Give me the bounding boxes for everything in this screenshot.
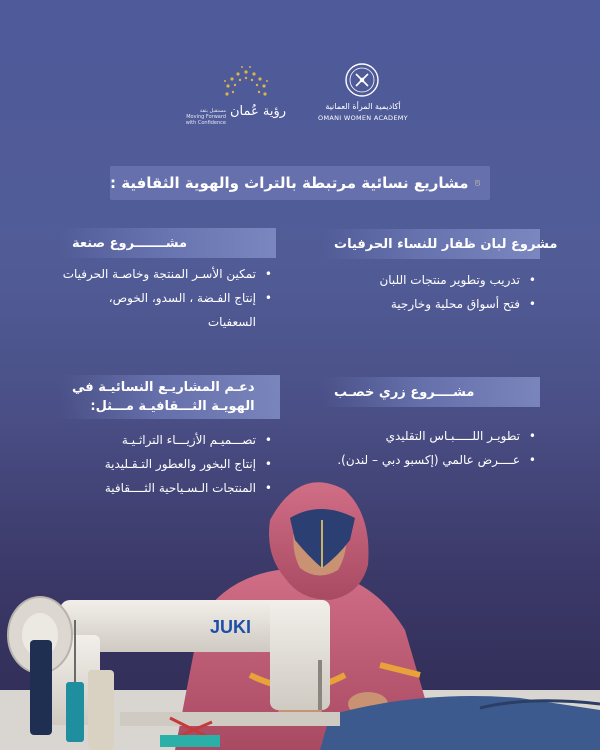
academy-english: OMANI WOMEN ACADEMY [318,114,408,122]
section-support-heading: دعـم المشاريـع النسائيـة في الهويـة الثـــقافيـة مـــثل: [60,375,280,419]
vision-arabic: رؤية عُمان [230,104,287,119]
academy-arabic: أكاديمية المرأة العمانية [325,102,401,111]
seamstress-illustration [0,460,600,750]
section-zari-heading: مشــــروع زري خصـب [322,377,540,407]
academy-seal-icon [344,62,380,98]
omani-women-academy-logo [308,62,418,132]
page-title: مشاريع نسائية مرتبطة بالتراث والهوية الثقافية : [110,174,469,192]
list-item: • تدريب وتطوير منتجات اللبان [330,268,536,292]
oman-vision-logo [178,64,288,130]
vision-tagline: مستقبل بثقة Moving Forward with Confidence [185,108,226,126]
list-item: • عــــرض عالمي (إكسبو دبي – لندن). [324,448,536,472]
list-item: • إنتاج البخور والعطور التـقـليدية [60,452,272,476]
section-sanaa-list [60,262,272,334]
list-item: • إنتاج الفـضة ، السدو، الخوص، السعفيات [60,286,272,334]
section-luban-heading: مشروع لبان ظفار للنساء الحرفيات [322,229,540,259]
spool-dark [30,640,52,735]
title-bar [110,166,490,200]
section-luban-list [330,268,536,316]
list-item: • المنتجات الـسـياحية الثــــقافية [60,476,272,500]
machine-brand: JUKI [210,617,252,637]
list-item: • تمكين الأسـر المنتجة وخاصـة الحرفيات [60,262,272,286]
list-item: • فتح أسواق محلية وخارجية [330,292,536,316]
list-item: • تصـــميـم الأزيـــاء التراثـيـة [60,428,272,452]
section-sanaa-heading: مشـــــــروع صنعة [60,228,276,258]
list-item: • تطويـر اللـــــبـاس التقليدي [324,424,536,448]
document-icon [475,173,480,193]
